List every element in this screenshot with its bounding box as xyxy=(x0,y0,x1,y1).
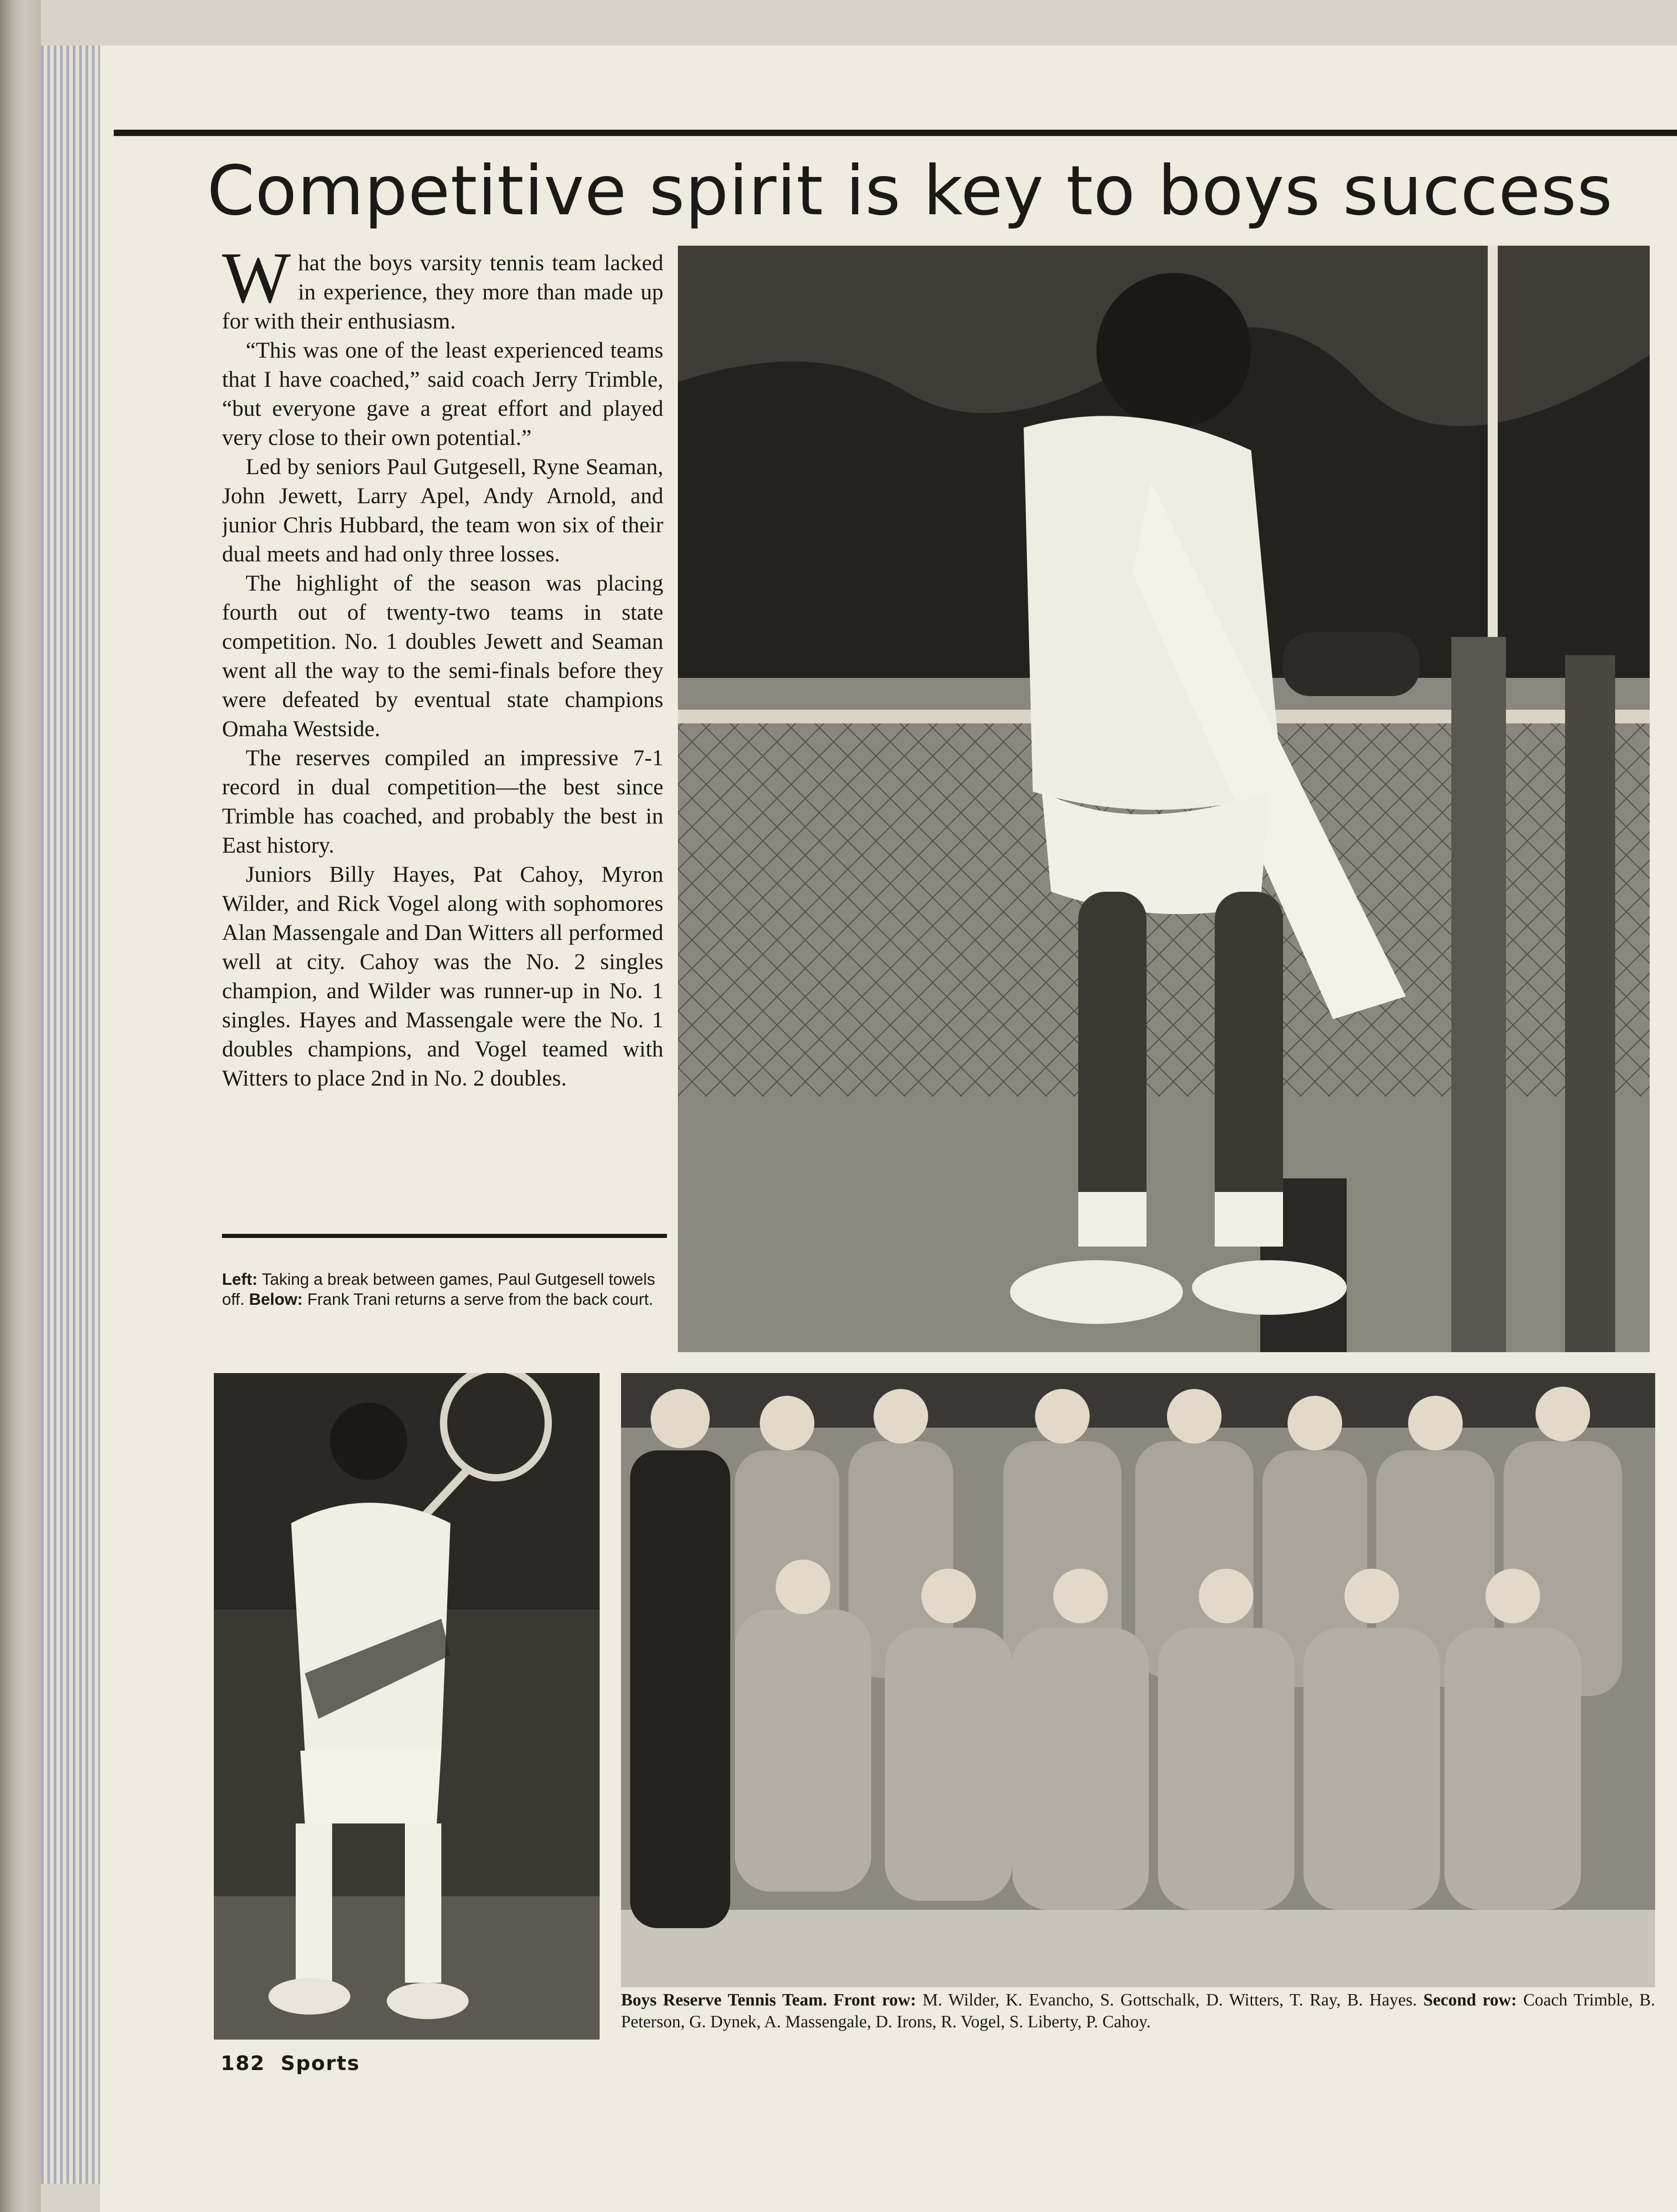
page-edges xyxy=(41,45,105,2184)
photo-player-image xyxy=(214,1373,600,2040)
drop-cap: W xyxy=(222,248,291,318)
front-row-names: M. Wilder, K. Evancho, S. Gottschalk, D. Witters, T. Ray, B. Hayes. xyxy=(922,1990,1417,2010)
front-row-label: Front row: xyxy=(833,1990,916,2010)
page-headline: Competitive spirit is key to boys success xyxy=(207,152,1613,231)
photo-reserve-team xyxy=(621,1373,1655,1987)
photo-caption xyxy=(222,1269,663,1309)
article-paragraph: The reserves compiled an impressive 7-1 record in dual competition—the best since Trimble has coached, and probably the best in East history. xyxy=(222,745,663,858)
caption-below-label: Below: xyxy=(249,1290,303,1308)
article-paragraph: Juniors Billy Hayes, Pat Cahoy, Myron Wilder, and Rick Vogel along with sophomores Alan Massengale and Dan Witters all performed well at city. Cahoy was the No. 2 singles champion, and Wilder was runner-up in No. 1 singles. Hayes and Massengale were the No. 1 doubles champions, and Vogel teamed with Witters to place 2nd in No. 2 doubles. xyxy=(222,861,663,1091)
article-paragraph: “This was one of the least experienced teams that I have coached,” said coach Jerry Trimble, “but everyone gave a great effort and played very close to their own potential.” xyxy=(222,337,663,450)
page-folio xyxy=(221,2052,360,2075)
caption-left-text: Taking a break between games, Paul Gutgesell towels off. xyxy=(222,1270,655,1308)
article-body xyxy=(222,248,663,1212)
photo-player-serve-return xyxy=(214,1373,600,2040)
article-paragraph: The highlight of the season was placing fourth out of twenty-two teams in state competition. No. 1 doubles Jewett and Seaman went all the way to the semi-finals before they were defeated by eventual state champions Omaha Westside. xyxy=(222,570,663,741)
photo-main-image xyxy=(678,246,1650,1352)
caption-rule xyxy=(222,1234,667,1238)
article-paragraph xyxy=(222,248,663,335)
caption-left-label: Left: xyxy=(222,1270,258,1288)
caption-below-text: Frank Trani returns a serve from the back court. xyxy=(307,1290,653,1308)
paragraph-text: hat the boys varsity tennis team lacked in experience, they more than made up for with their enthusiasm. xyxy=(222,250,663,333)
second-row-label: Second row: xyxy=(1423,1990,1517,2010)
second-row-names: Coach Trimble, B. Peterson, G. Dynek, A. Massengale, D. Irons, R. Vogel, S. Liberty, P. Cahoy. xyxy=(621,1990,1655,2031)
photo-team-image xyxy=(621,1373,1655,1987)
headline-rule xyxy=(114,130,1677,136)
article-paragraph: Led by seniors Paul Gutgesell, Ryne Seaman, John Jewett, Larry Apel, Andy Arnold, and junior Chris Hubbard, the team won six of their dual meets and had only three losses. xyxy=(222,454,663,566)
page-number: 182 xyxy=(221,2052,265,2075)
team-caption xyxy=(621,1989,1655,2033)
photo-player-toweling xyxy=(678,246,1650,1352)
team-caption-title: Boys Reserve Tennis Team. xyxy=(621,1990,827,2010)
section-name: Sports xyxy=(280,2052,360,2075)
book-binding xyxy=(0,0,41,2212)
